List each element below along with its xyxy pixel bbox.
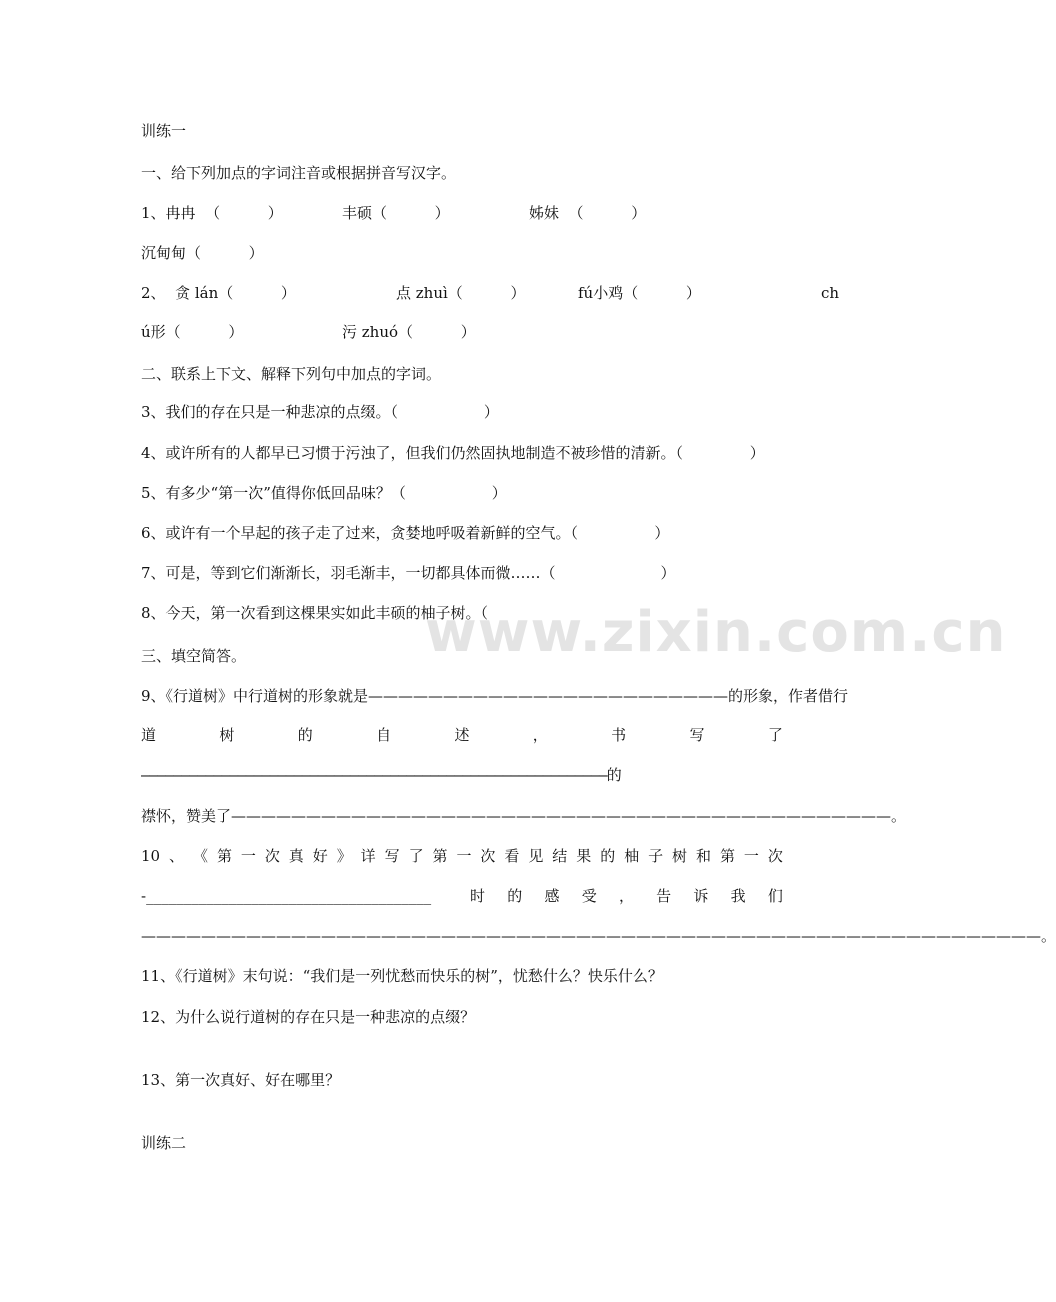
- spread15-char: 道: [141, 726, 157, 744]
- spread18-char: 看: [504, 847, 520, 865]
- spread18-char: 一: [240, 847, 256, 865]
- spread18-char: 详: [360, 847, 376, 865]
- spread18-char: 见: [528, 847, 544, 865]
- spread15-char: 的: [297, 726, 313, 744]
- q12: 12、为什么说行道树的存在只是一种悲凉的点缀？: [141, 1008, 476, 1026]
- spread15-char: ，: [532, 726, 548, 744]
- q9-line-4: 襟怀，赞美了————————————————————————————————————————————。: [141, 807, 907, 825]
- spread15-char: 了: [767, 726, 783, 744]
- spread18-char: 《: [192, 847, 208, 865]
- q6: 6、或许有一个早起的孩子走了过来，贪婪地呼吸着新鲜的空气。（ ）: [141, 524, 670, 542]
- spread18-char: 结: [552, 847, 568, 865]
- spread18-char: 第: [719, 847, 735, 865]
- q1-item-2: 丰硕（ ）: [342, 204, 450, 222]
- q11: 11、《行道树》末句说：“我们是一列忧愁而快乐的树”，忧愁什么？快乐什么？: [141, 967, 663, 985]
- q10-line-2: [470, 886, 783, 906]
- spread18-char: 次: [480, 847, 496, 865]
- q8: 8、今天，第一次看到这棵果实如此丰硕的柚子树。（: [141, 604, 489, 622]
- question-heading-2: 二、联系上下文、解释下列句中加点的字词。: [141, 365, 442, 383]
- q2-item-2: 点 zhuì（ ）: [396, 284, 526, 302]
- spread19-char: 时: [470, 887, 486, 905]
- spread18-char: 一: [743, 847, 759, 865]
- spread15-char: 自: [376, 726, 392, 744]
- spread15-char: 树: [219, 726, 235, 744]
- q3: 3、我们的存在只是一种悲凉的点缀。（ ）: [141, 403, 499, 421]
- q2-item-3: fú小鸡（ ）: [578, 284, 701, 302]
- spread18-char: 和: [696, 847, 712, 865]
- q1-item-3: 姊妹 （ ）: [529, 204, 647, 222]
- spread18-char: 、: [169, 847, 185, 865]
- q1-item-1: 1、冉冉 （ ）: [141, 204, 283, 222]
- q4: 4、或许所有的人都早已习惯于污浊了，但我们仍然固执地制造不被珍惜的清新。（ ）: [141, 444, 765, 462]
- spread19-char: 诉: [693, 887, 709, 905]
- section-title-training-1: 训练一: [141, 122, 187, 140]
- q13: 13、第一次真好、好在哪里？: [141, 1071, 341, 1089]
- question-heading-3: 三、填空简答。: [141, 647, 247, 665]
- spread18-char: 的: [600, 847, 616, 865]
- question-heading-1: 一、给下列加点的字词注音或根据拼音写汉字。: [141, 164, 457, 182]
- spread19-char: ，: [618, 887, 634, 905]
- spread19-char: 告: [656, 887, 672, 905]
- q9-line-3: ——————————————————————————————————————————————————————————的: [141, 766, 621, 784]
- q10-blank: -______________________________________: [141, 887, 432, 905]
- q2-item-4-end: ú形（ ）: [141, 323, 244, 341]
- spread18-char: 一: [456, 847, 472, 865]
- spread18-char: 写: [384, 847, 400, 865]
- q9-line-2: [141, 725, 783, 745]
- q10-line-3: ————————————————————————————————————————————————————————————。: [141, 927, 1056, 945]
- spread18-char: 次: [767, 847, 783, 865]
- spread18-char: 第: [216, 847, 232, 865]
- q2-item-1: 2、 贪 lán（ ）: [141, 284, 296, 302]
- spread19-char: 感: [544, 887, 560, 905]
- spread19-char: 的: [507, 887, 523, 905]
- spread18-char: 柚: [624, 847, 640, 865]
- q10-line-1: [141, 846, 783, 866]
- spread18-char: 10: [141, 847, 161, 865]
- spread18-char: 果: [576, 847, 592, 865]
- spread19-char: 我: [730, 887, 746, 905]
- spread18-char: 》: [336, 847, 352, 865]
- spread15-char: 书: [611, 726, 627, 744]
- spread15-char: 写: [689, 726, 705, 744]
- q5: 5、有多少“第一次”值得你低回品味？（ ）: [141, 484, 507, 502]
- spread18-char: 好: [312, 847, 328, 865]
- q2-item-4-start: ch: [821, 284, 840, 302]
- spread18-char: 了: [408, 847, 424, 865]
- q7: 7、可是，等到它们渐渐长，羽毛渐丰，一切都具体而微……（ ）: [141, 564, 676, 582]
- spread19-char: 受: [581, 887, 597, 905]
- q9-line-1: 9、《行道树》中行道树的形象就是————————————————————————的形象，作者借行: [141, 687, 849, 705]
- spread15-char: 述: [454, 726, 470, 744]
- spread18-char: 真: [288, 847, 304, 865]
- spread18-char: 树: [672, 847, 688, 865]
- spread19-char: 们: [767, 887, 783, 905]
- spread18-char: 第: [432, 847, 448, 865]
- q1-item-4: 沉甸甸（ ）: [141, 244, 264, 262]
- watermark: www.zixin.com.cn: [425, 600, 1007, 665]
- spread18-char: 子: [648, 847, 664, 865]
- section-title-training-2: 训练二: [141, 1134, 187, 1152]
- q2-item-5: 污 zhuó（ ）: [342, 323, 476, 341]
- spread18-char: 次: [264, 847, 280, 865]
